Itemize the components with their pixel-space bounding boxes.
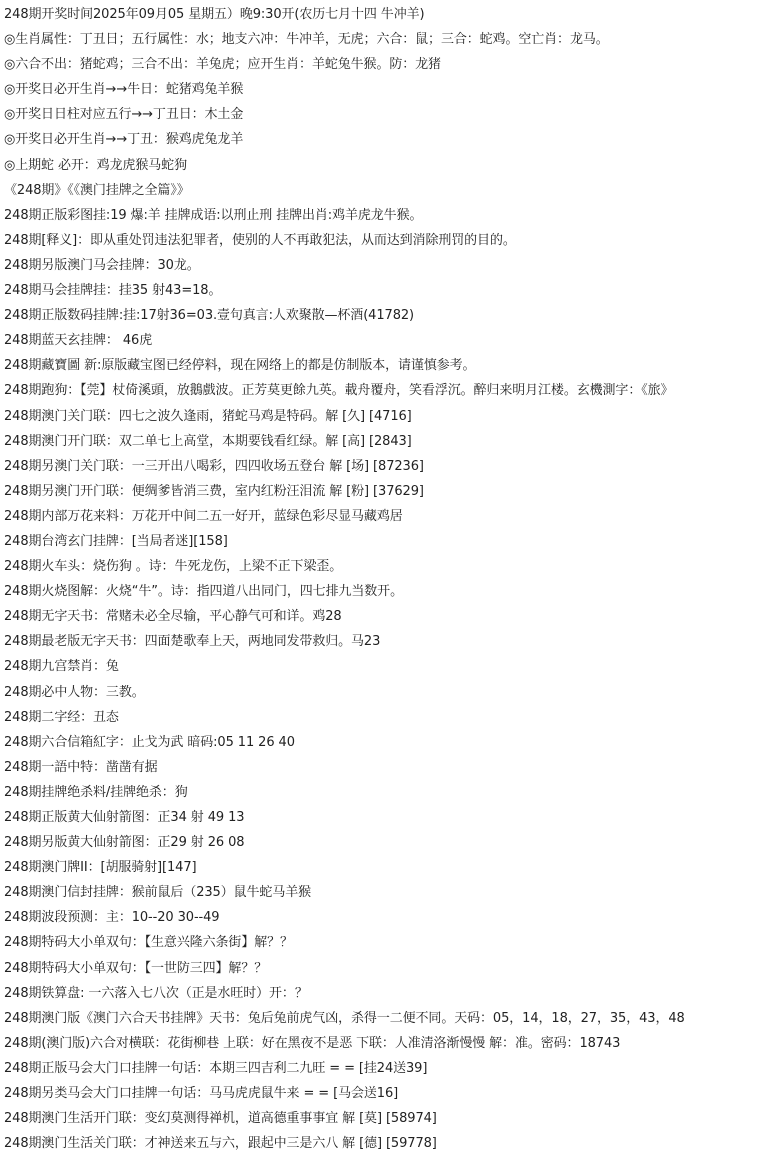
text-line: 248期马会挂牌挂：挂35 射43=18。 <box>4 283 222 299</box>
text-line: 248期正版彩图挂:19 爆:羊 挂牌成语:以刑止刑 挂牌出肖:鸡羊虎龙牛猴。 <box>4 207 423 223</box>
text-line: 248期澳门开门联：双二单七上高堂，本期要钱看红绿。解 [高] [2843] <box>4 433 412 449</box>
text-line: 248期特码大小单双句：【一世防三四】解？？ <box>4 960 268 976</box>
text-line: 248期另澳门关门联：一三开出八喝彩，四四收场五登台 解 [场] [87236] <box>4 458 424 474</box>
text-line: 248期火车头：烧伤狗 。诗：牛死龙伤，上梁不正下梁歪。 <box>4 559 343 575</box>
text-line: 248期另版澳门马会挂牌：30龙。 <box>4 257 200 273</box>
text-line: ◎生肖属性：丁丑日；五行属性：水；地支六冲：牛冲羊，无虎；六合：鼠；三合：蛇鸡。空亡肖：龙马。 <box>4 32 609 48</box>
text-line: 248期澳门信封挂牌：猴前鼠后（235）鼠牛蛇马羊猴 <box>4 885 312 901</box>
text-line: 248期正版数码挂牌:挂:17射36=03.壹句真言:人欢聚散—杯酒(41782) <box>4 308 415 324</box>
text-line: 248期最老版无字天书：四面楚歌奉上天，两地同发带救归。马23 <box>4 634 381 650</box>
text-line: ◎上期蛇 必开：鸡龙虎猴马蛇狗 <box>4 157 187 173</box>
text-line: 248期铁算盘: 一六落入七八次（正是水旺时）开：？ <box>4 985 308 1001</box>
text-line: 《248期》《《澳门挂牌之全篇》》 <box>4 182 190 198</box>
text-line: ◎开奖日日柱对应五行→→丁丑日：木土金 <box>4 107 244 123</box>
text-line: 248期跑狗：【莞】杖倚溪頭，放鵝戲波。正芳莫更餘九英。載舟覆舟，笑看浮沉。醉归来明月江楼。玄機測字：《旅》 <box>4 383 674 399</box>
text-line: 248期蓝天玄挂牌： 46虎 <box>4 333 153 349</box>
text-line: 248期开奖时间2025年09月05 星期五）晚9:30开(农历七月十四 牛冲羊) <box>4 7 425 22</box>
text-line: ◎开奖日必开生肖→→丁丑：猴鸡虎兔龙羊 <box>4 132 244 148</box>
text-line: ◎开奖日必开生肖→→牛日：蛇猪鸡兔羊猴 <box>4 82 244 98</box>
text-line: 248期一語中特：凿凿有据 <box>4 759 158 775</box>
text-line: 248期澳门生活开门联：变幻莫测得禅机，道高德重事事宜 解 [莫] [58974] <box>4 1111 437 1127</box>
text-line: 248期澳门版《澳门六合天书挂牌》天书：兔后兔前虎气凶，杀得一二便不同。天码：05，14，18，27，35，43，48 <box>4 1010 685 1026</box>
text-line: 248期无字天书：常赌未必全尽输，平心静气可和详。鸡28 <box>4 609 342 625</box>
text-line: 248期另版黄大仙射箭图：正29 射 26 08 <box>4 835 245 851</box>
text-line: 248期正版马会大门口挂牌一句话：本期三四吉利二九旺 = = [挂24送39] <box>4 1060 428 1076</box>
text-line: 248期[释义]：即从重处罚违法犯罪者，使别的人不再敢犯法，从而达到消除刑罚的目的。 <box>4 232 516 248</box>
text-line: 248期澳门生活关门联：才神送来五与六，跟起中三是六八 解 [德] [59778] <box>4 1136 437 1152</box>
text-line: 248期另类马会大门口挂牌一句话：马马虎虎鼠牛来 = = [马会送16] <box>4 1086 399 1102</box>
text-line: 248期六合信箱紅字：止戈为武 暗码:05 11 26 40 <box>4 734 295 750</box>
text-line: 248期九宫禁肖：兔 <box>4 659 119 675</box>
text-line: 248期澳门牌II：[胡服骑射][147] <box>4 860 197 876</box>
text-line: 248期波段预测：主：10--20 30--49 <box>4 910 220 926</box>
text-line: 248期藏寶圖 新:原版藏宝图已经停料，现在网络上的都是仿制版本，请谨慎参考。 <box>4 358 476 374</box>
text-line: 248期火烧图解：火烧“牛”。诗：指四道八出同门，四七排九当数开。 <box>4 584 403 600</box>
text-line: 248期另澳门开门联：便绸爹皆消三费，室内红粉汪泪流 解 [粉] [37629] <box>4 483 424 499</box>
text-line: 248期正版黄大仙射箭图：正34 射 49 13 <box>4 810 245 825</box>
text-line: 248期澳门关门联：四七之波久逢雨，猪蛇马鸡是特码。解 [久] [4716] <box>4 408 412 424</box>
text-line: ◎六合不出：猪蛇鸡；三合不出：羊兔虎；应开生肖：羊蛇兔牛猴。防：龙猪 <box>4 57 441 73</box>
text-line: 248期内部万花来料：万花开中间二五一好开，蓝绿色彩尽显马藏鸡居 <box>4 508 403 524</box>
text-line: 248期必中人物：三教。 <box>4 684 145 700</box>
text-line: 248期特码大小单双句：【生意兴隆六条街】解？？ <box>4 935 293 951</box>
text-line: 248期二字经：丑态 <box>4 709 119 725</box>
text-line: 248期(澳门版)六合对横联：花街柳巷 上联：好在黑夜不是恶 下联：人准清洛渐慢慢 解：准。密码：18743 <box>4 1035 621 1051</box>
text-line: 248期挂牌绝杀料/挂牌绝杀：狗 <box>4 784 188 800</box>
text-line: 248期台湾玄门挂牌：[当局者迷][158] <box>4 533 228 549</box>
